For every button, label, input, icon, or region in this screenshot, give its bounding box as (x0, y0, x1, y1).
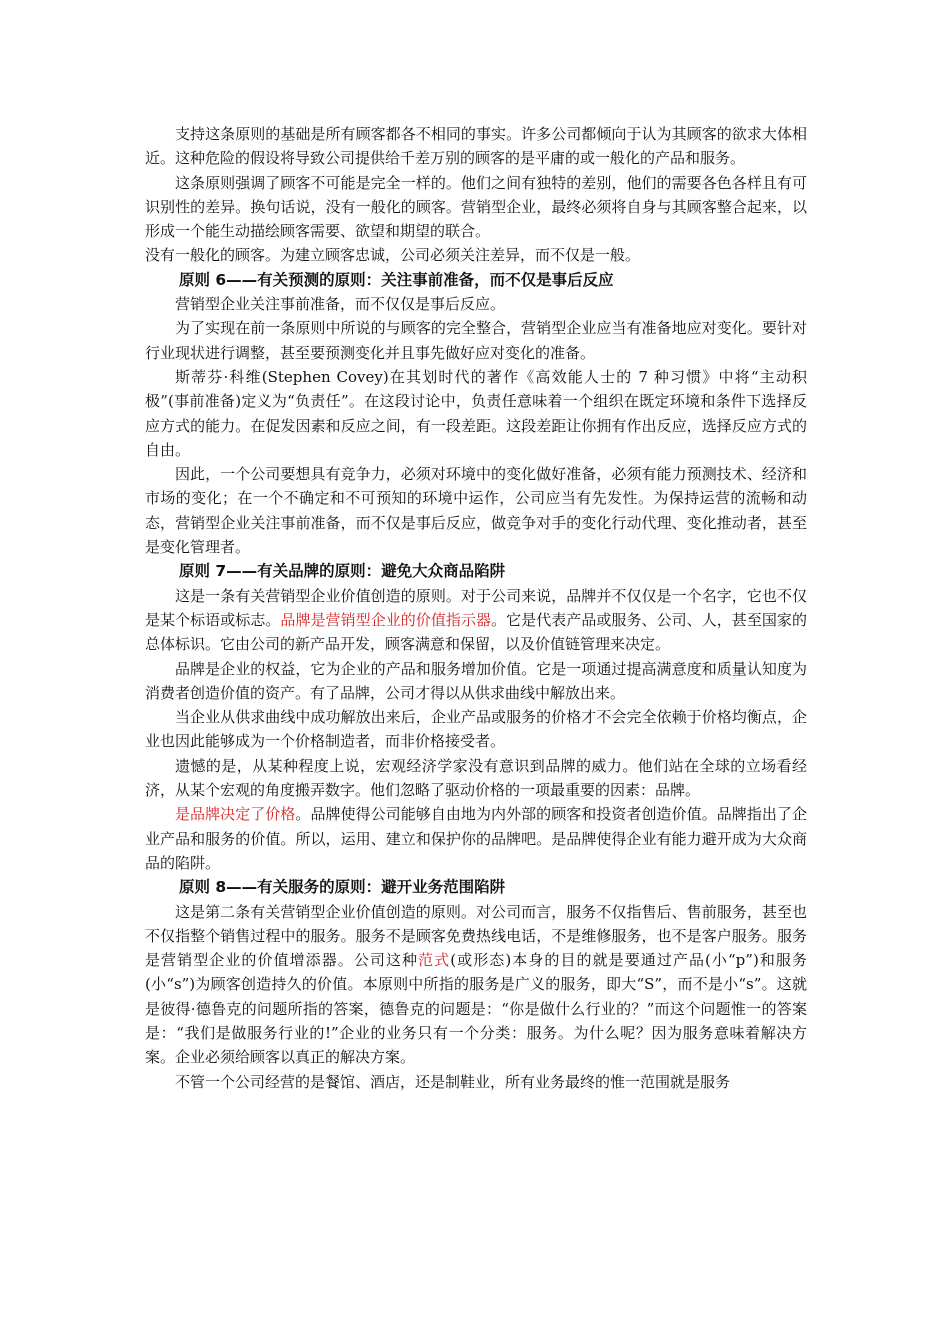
paragraph (145, 802, 807, 875)
text-run: 这是第二条有关营销型企业价值创造的原则。对公司而言，服务不仅指售后、售前服务，甚至也不仅指整个销售过程中的服务。服务不是顾客免费热线电话，不是维修服务，也不是客户服务。服务是营销型企业的价值增添器。公司这种 (145, 902, 807, 970)
highlighted-text: 品牌是营销型企业的价值指示器 (280, 610, 492, 629)
paragraph (145, 584, 807, 657)
paragraph: 当企业从供求曲线中成功解放出来后，企业产品或服务的价格才不会完全依赖于价格均衡点，企业也因此能够成为一个价格制造者，而非价格接受者。 (145, 708, 807, 751)
principle-7-heading: 原则 7——有关品牌的原则：避免大众商品陷阱 (179, 562, 506, 581)
text-run: 。品牌使得公司能够自由地为内外部的顾客和投资者创造价值。品牌指出了企业产品和服务的价值。所以，运用、建立和保护你的品牌吧。是品牌使得企业有能力避开成为大众商品的陷阱。 (145, 805, 807, 872)
principle-6-heading: 原则 6——有关预测的原则：关注事前准备，而不仅是事后反应 (179, 270, 614, 289)
paragraph: 营销型企业关注事前准备，而不仅仅是事后反应。 (175, 295, 506, 314)
paragraph: 因此，一个公司要想具有竞争力，必须对环境中的变化做好准备，必须有能力预测技术、经济和市场的变化；在一个不确定和不可预知的环境中运作，公司应当有先发性。为保持运营的流畅和动态，营销型企业关注事前准备，而不仅是事后反应，做竞争对手的变化行动代理、变化推动者，甚至是变化管理者。 (145, 465, 807, 557)
paragraph: 遗憾的是，从某种程度上说，宏观经济学家没有意识到品牌的威力。他们站在全球的立场看经济，从某个宏观的角度搬弄数字。他们忽略了驱动价格的一项最重要的因素：品牌。 (145, 756, 807, 800)
text-run: 这是一条有关营销型企业价值创造的原则。对于公司来说，品牌并不仅仅是一个名字，它也不仅是某个标语或标志。 (145, 586, 807, 629)
paragraph: 支持这条原则的基础是所有顾客都各不相同的事实。许多公司都倾向于认为其顾客的欲求大体相近。这种危险的假设将导致公司提供给千差万别的顾客的是平庸的或一般化的产品和服务。 (145, 125, 807, 168)
paragraph: 没有一般化的顾客。为建立顾客忠诚，公司必须关注差异，而不仅是一般。 (145, 246, 641, 265)
highlighted-text: 范式 (418, 951, 451, 970)
paragraph: 为了实现在前一条原则中所说的与顾客的完全整合，营销型企业应当有准备地应对变化。要针对行业现状进行调整，甚至要预测变化并且事先做好应对变化的准备。 (145, 319, 807, 362)
paragraph: 品牌是企业的权益，它为企业的产品和服务增加价值。它是一项通过提高满意度和质量认知度为消费者创造价值的资产。有了品牌，公司才得以从供求曲线中解放出来。 (145, 659, 807, 702)
principle-8-heading: 原则 8——有关服务的原则：避开业务范围陷阱 (179, 878, 506, 897)
highlighted-text: 是品牌决定了价格 (175, 805, 296, 824)
paragraph: 这条原则强调了顾客不可能是完全一样的。他们之间有独特的差别，他们的需要各色各样且有可识别性的差异。换句话说，没有一般化的顾客。营销型企业，最终必须将自身与其顾客整合起来，以形成一个能生动描绘顾客需要、欲望和期望的联合。 (145, 173, 807, 241)
paragraph: 斯蒂芬·科维(Stephen Covey)在其划时代的著作《高效能人士的 7 种习惯》中将“主动积极”(事前准备)定义为“负责任”。在这段讨论中，负责任意味着一个组织在既定环境和条件下选择反应方式的能力。在促发因素和反应之间，有一段差距。这段差距让你拥有作出反应，选择反应方式的自由。 (145, 367, 807, 459)
document-body (145, 122, 807, 1094)
text-run: 。它是代表产品或服务、公司、人，甚至国家的总体标识。它由公司的新产品开发，顾客满意和保留，以及价值链管理来决定。 (145, 610, 807, 654)
paragraph: 不管一个公司经营的是餐馆、酒店，还是制鞋业，所有业务最终的惟一范围就是服务 (175, 1072, 731, 1091)
paragraph (145, 900, 807, 1070)
text-run: (或形态)本身的目的就是要通过产品(小“p”)和服务(小“s”)为顾客创造持久的价值。本原则中所指的服务是广义的服务，即大“S”，而不是小“s”。这就是彼得·德鲁克的问题所指的答案，德鲁克的问题是：“你是做什么行业的？”而这个问题惟一的答案是：“我们是做服务行业的!”企业的业务只有一个分类：服务。为什么呢？因为服务意味着解决方案。企业必须给顾客以真正的解决方案。 (145, 951, 807, 1067)
